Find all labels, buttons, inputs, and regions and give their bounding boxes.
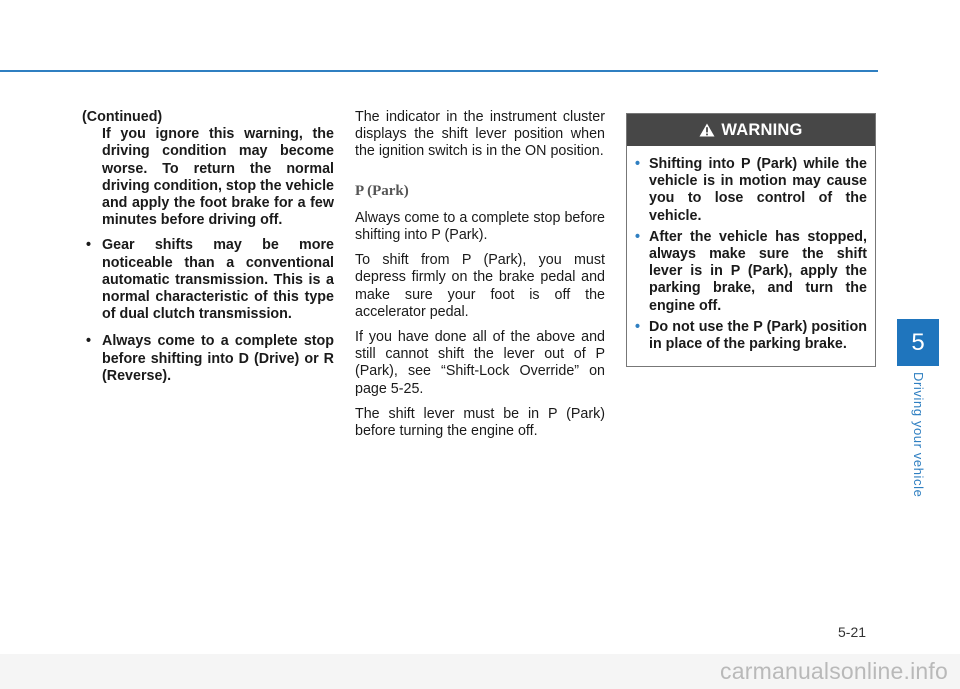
list-item: • After the vehicle has stopped, always make sure the shift lever is in P (Park), apply the parking brake, and turn the engine off.	[635, 229, 867, 315]
chapter-tab: 5	[897, 319, 939, 366]
warning-list	[635, 156, 867, 353]
list-item: • Gear shifts may be more noticeable than a conventional automatic transmission. This is a normal characteristic of this type of dual clutch transmission.	[82, 237, 334, 323]
warning-title: WARNING	[721, 120, 803, 139]
page-number: 5-21	[838, 624, 867, 640]
section-heading-park: P (Park)	[355, 182, 409, 199]
left-column	[82, 109, 334, 395]
intro-paragraph: The indicator in the instrument cluster displays the shift lever position when the ignition switch is in the ON position.	[355, 109, 605, 160]
top-rule	[0, 70, 878, 72]
list-item: • Shifting into P (Park) while the vehicle is in motion may cause you to lose control of the vehicle.	[635, 156, 867, 225]
list-item: • Do not use the P (Park) position in place of the parking brake.	[635, 319, 867, 353]
left-bullet-list	[82, 237, 334, 385]
paragraph: If you have done all of the above and still cannot shift the lever out of P (Park), see “Shift-Lock Override” on page 5-25.	[355, 329, 605, 397]
middle-column	[355, 109, 605, 448]
warning-header	[627, 114, 875, 146]
paragraph: Always come to a complete stop before shifting into P (Park).	[355, 209, 605, 244]
continued-label: (Continued)	[82, 109, 163, 125]
watermark: carmanualsonline.info	[0, 654, 960, 689]
paragraph: To shift from P (Park), you must depress firmly on the brake pedal and make sure your foot is off the accelerator pedal.	[355, 252, 605, 320]
warning-box	[626, 113, 876, 367]
warning-triangle-icon	[699, 123, 715, 137]
list-item: • Always come to a complete stop before shifting into D (Drive) or R (Reverse).	[82, 333, 334, 385]
continued-text: If you ignore this warning, the driving condition may become worse. To return the normal driving condition, stop the vehicle and apply the foot brake for a few minutes before driving off.	[102, 126, 334, 229]
paragraph: The shift lever must be in P (Park) before turning the engine off.	[355, 405, 605, 440]
chapter-title: Driving your vehicle	[911, 372, 926, 498]
